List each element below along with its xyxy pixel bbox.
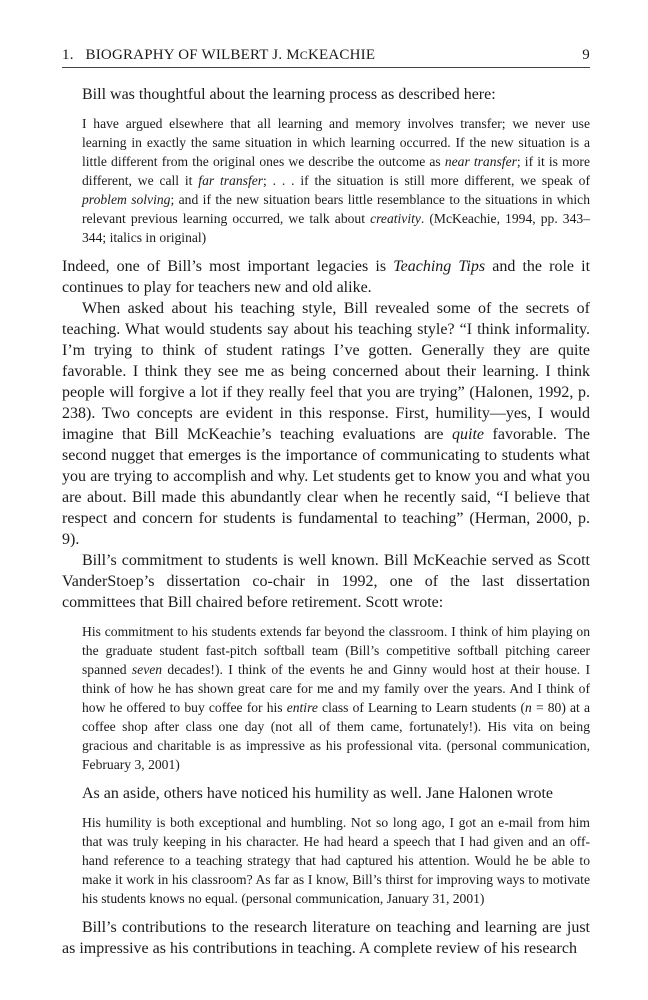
block-quote-halonen: His humility is both exceptional and humbling. Not so long ago, I got an e-mail from him that was truly keeping in his character. He had heard a speech that I had given and an off-hand reference to a teaching strategy that had captured his attention. Would he be able to make it work in his classroom? As far as I know, Bill’s thirst for improving ways to motivate his students knows no equal. (personal communication, January 31, 2001) [82,815,590,906]
quote-italic: problem solving [82,192,171,207]
quote-text: decades!). I think of the events he and Ginny would host at their house. I think of how he has shown great care for me and my family over the years. And I think of how he offered to buy coffee for his [82,662,590,715]
quote-italic: near transfer [444,154,517,169]
paragraph-intro: Bill was thoughtful about the learning process as described here: [82,86,496,103]
paragraph-text: and the role it continues to play for teachers new and old alike. [62,258,591,296]
paragraph-commitment: Bill’s commitment to students is well known. Bill McKeachie served as Scott VanderStoep’s dissertation co-chair in 1992, one of the last dissertation committees that Bill chaired before retirement. Scott wrote: [62,552,590,611]
quote-text: ; and if the new situation bears little resemblance to the situations in which relevant previous learning occurred, we talk about [82,192,590,226]
chapter-title-part2: KEACHIE [308,47,376,63]
quote-text: ; . . . if the situation is still more different, we speak of [263,173,590,188]
quote-text: class of Learning to Learn students ( [317,700,526,715]
paragraph-text: Indeed, one of Bill’s most important legacies is [62,258,394,275]
paragraph-legacies [62,256,590,298]
quote-italic: seven [131,662,163,677]
chapter-title-part1: BIOGRAPHY OF WILBERT J. M [85,47,300,63]
page-number: 9 [582,47,590,63]
chapter-heading [62,47,375,64]
quote-italic: creativity [370,211,421,226]
quote-text: ; if it is more different, we call it [82,154,590,188]
paragraph-teaching-style [62,298,590,550]
chapter-title-smallcap: C [299,48,308,62]
paragraph-italic: quite [452,426,485,443]
running-header [62,47,590,68]
chapter-number: 1. [62,47,74,63]
paragraph-research: Bill’s contributions to the research literature on teaching and learning are just as impressive as his contributions in teaching. A complete review of his research [62,919,590,957]
quote-text: . (McKeachie, 1994, pp. 343–344; italics in original) [82,211,590,245]
page-body [62,84,590,959]
paragraph-text: favorable. The second nugget that emerges is the importance of communicating to students what you are trying to accomplish and why. Let students get to know you and what you are about. Bill made this abundantly clear when he recently said, “I believe that respect and concern for students is fundamental to teaching” (Herman, 2000, p. 9). [62,426,590,548]
book-title: Teaching Tips [393,258,486,275]
paragraph-aside: As an aside, others have noticed his humility as well. Jane Halonen wrote [82,785,553,802]
quote-text: I have argued elsewhere that all learning and memory involves transfer; we never use learning in exactly the same situation in which learning occurred. If the new situation is a little different from the original ones we describe the outcome as [82,116,590,169]
quote-italic: entire [286,700,318,715]
quote-italic: far transfer [198,173,264,188]
quote-text: = 80) at a coffee shop after class one day (not all of them came, fortunately!). His vita on being gracious and charitable is as impressive as his professional vita. (personal communication, February 3, 2001) [82,700,590,772]
quote-italic: n [525,700,532,715]
paragraph-text: When asked about his teaching style, Bill revealed some of the secrets of teaching. What would students say about his teaching style? “I think informality. I’m trying to think of student ratings I’ve gotten. Generally they are quite favorable. I think they see me as being concerned about their learning. I think people will forgive a lot if they really feel that you are trying” (Halonen, 1992, p. 238). Two concepts are evident in this response. First, humility—yes, I would imagine that Bill McKeachie’s teaching evaluations are [62,300,590,443]
block-quote-transfer [82,114,590,247]
block-quote-scott [82,622,590,774]
quote-text: His commitment to his students extends far beyond the classroom. I think of him playing on the graduate student fast-pitch softball team (Bill’s competitive softball pitching career spanned [82,624,590,677]
